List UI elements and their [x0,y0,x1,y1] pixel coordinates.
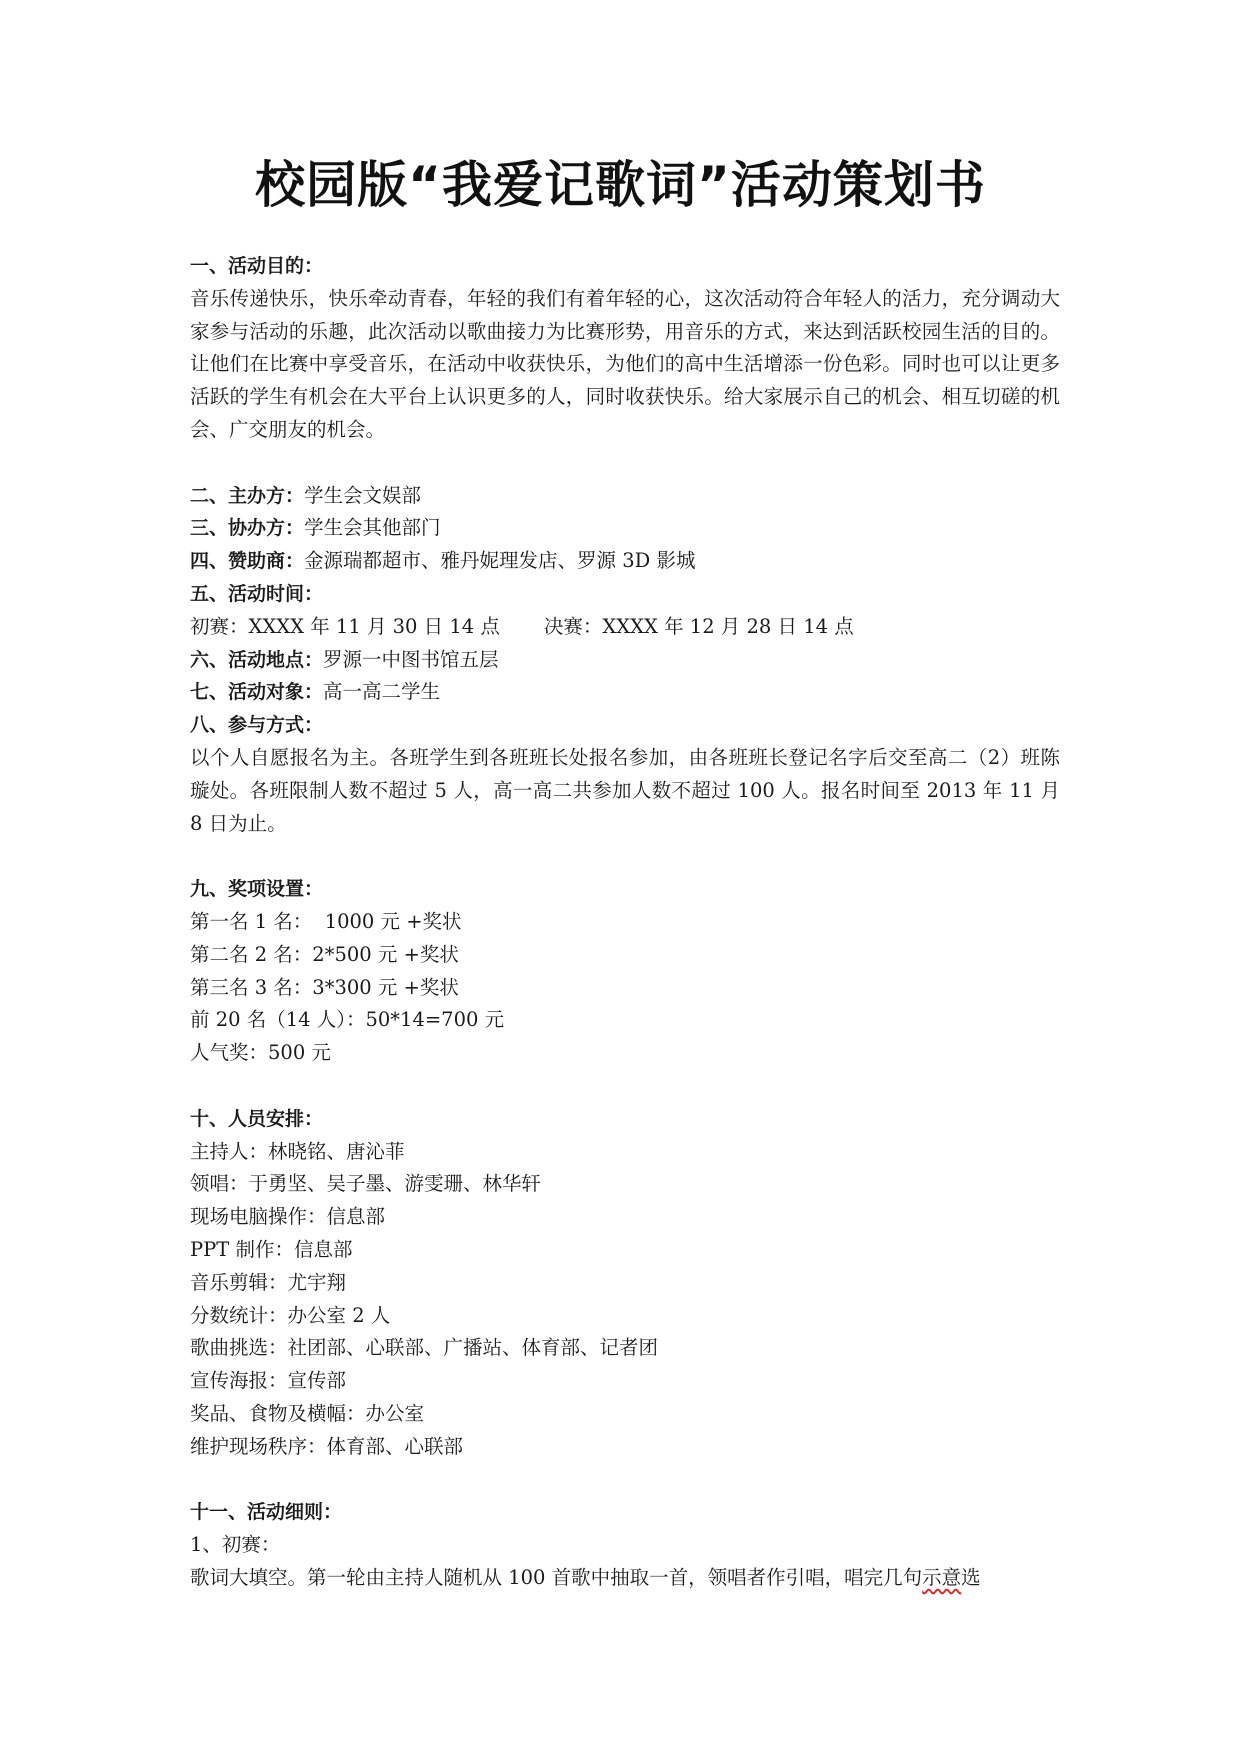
co-organizer-line [190,512,1060,545]
venue-line [190,644,1060,677]
organizer-line [190,480,1060,513]
section-heading-time: 五、活动时间： [190,582,324,605]
sponsor-heading: 四、赞助商： [190,550,305,573]
final-time: 决赛：XXXX 年 12 月 28 日 14 点 [543,614,854,638]
rules-text [190,1562,1060,1595]
co-organizer-value: 学生会其他部门 [304,516,441,540]
award-item: 第一名 1 名： 1000 元 +奖状 [190,909,462,933]
award-item: 第二名 2 名：2*500 元 +奖状 [190,942,459,966]
sponsor-value: 金源瑞都超市、雅丹妮理发店、罗源 3D 影城 [304,549,696,573]
award-item: 前 20 名（14 人）：50*14=700 元 [190,1008,505,1032]
staff-item: 维护现场秩序：体育部、心联部 [190,1434,464,1458]
sponsor-line [190,545,1060,578]
rules-subheading: 1、初赛： [190,1533,281,1557]
section-heading-purpose: 一、活动目的： [190,255,324,277]
participation-paragraph: 以个人自愿报名为主。各班学生到各班班长处报名参加，由各班班长登记名字后交至高二（2）班陈璇处。各班限制人数不超过 5 人，高一高二共参加人数不超过 100 人。报名时间至 2013 年 11 月 8 日为止。 [190,745,1060,835]
staff-item: PPT 制作：信息部 [190,1237,353,1261]
time-line [190,611,1060,644]
rules-text-c: 选 [961,1565,981,1589]
staff-item: 奖品、食物及横幅：办公室 [190,1401,425,1425]
section-heading-participation: 八、参与方式： [190,714,324,737]
staff-item: 主持人：林晓铭、唐沁菲 [190,1139,405,1163]
purpose-paragraph: 音乐传递快乐，快乐牵动青春，年轻的我们有着年轻的心，这次活动符合年轻人的活力，充分调动大家参与活动的乐趣，此次活动以歌曲接力为比赛形势，用音乐的方式，来达到活跃校园生活的目的。让他们在比赛中享受音乐，在活动中收获快乐，为他们的高中生活增添一份色彩。同时也可以让更多活跃的学生有机会在大平台上认识更多的人，同时收获快乐。给大家展示自己的机会、相互切磋的机会、广交朋友的机会。 [190,286,1060,441]
staff-item: 现场电脑操作：信息部 [190,1205,386,1229]
venue-value: 罗源一中图书馆五层 [323,647,499,671]
document-title: 校园版“我爱记歌词”活动策划书 [255,156,986,214]
organizer-value: 学生会文娱部 [304,483,422,507]
staff-item: 音乐剪辑：尤宇翔 [190,1270,347,1294]
rules-text-a: 歌词大填空。第一轮由主持人随机从 100 首歌中抽取一首，领唱者作引唱，唱完几句 [190,1565,923,1589]
section-heading-rules: 十一、活动细则： [190,1501,343,1524]
organizer-heading: 二、主办方： [190,484,305,507]
venue-heading: 六、活动地点： [190,648,324,671]
co-organizer-heading: 三、协办方： [190,517,305,540]
section-heading-awards: 九、奖项设置： [190,878,324,901]
staff-item: 歌曲挑选：社团部、心联部、广播站、体育部、记者团 [190,1336,659,1360]
audience-line [190,676,1060,709]
section-heading-staff: 十、人员安排： [190,1107,324,1130]
staff-item: 分数统计：办公室 2 人 [190,1303,391,1327]
award-item: 第三名 3 名：3*300 元 +奖状 [190,975,459,999]
staff-item: 领唱：于勇坚、吴子墨、游雯珊、林华轩 [190,1172,542,1196]
prelim-time: 初赛：XXXX 年 11 月 30 日 14 点 [190,614,500,638]
audience-value: 高一高二学生 [323,680,441,704]
audience-heading: 七、活动对象： [190,681,324,704]
award-item: 人气奖：500 元 [190,1041,331,1065]
staff-item: 宣传海报：宣传部 [190,1369,347,1393]
spellcheck-underlined-text: 示意 [922,1565,962,1589]
document-body [190,250,1060,1595]
